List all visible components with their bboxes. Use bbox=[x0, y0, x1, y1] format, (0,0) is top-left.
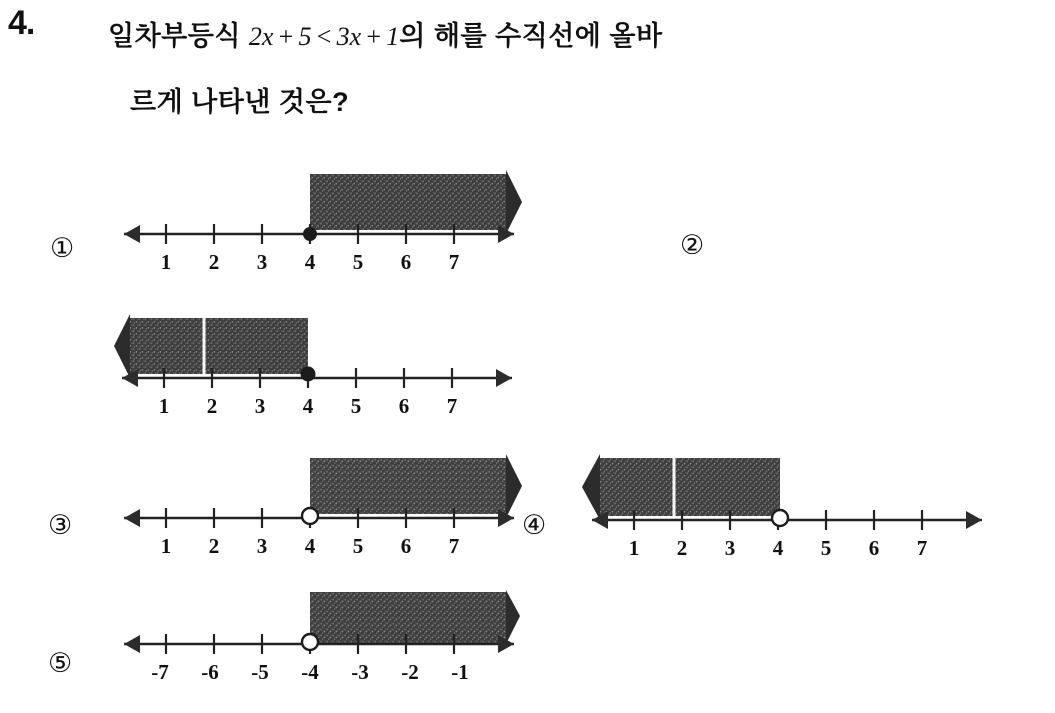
tick-label: 2 bbox=[208, 250, 220, 274]
numberline-choice-1 bbox=[110, 168, 530, 278]
question-number: 4. bbox=[8, 4, 35, 42]
tick-label: -3 bbox=[351, 660, 369, 684]
numberline-choice-2 bbox=[108, 312, 528, 422]
question-text-line2: 르게 나타낸 것은? bbox=[130, 87, 350, 117]
tick-label: 6 bbox=[400, 534, 412, 558]
tick-label: 7 bbox=[446, 394, 458, 418]
tick-label: -2 bbox=[401, 660, 419, 684]
tick-label: 6 bbox=[868, 536, 880, 560]
tick-label: 4 bbox=[772, 536, 784, 560]
tick-label: -7 bbox=[151, 660, 169, 684]
numberline-choice-3 bbox=[110, 452, 530, 562]
tick-label: 1 bbox=[158, 394, 170, 418]
choice-label-3[interactable]: ③ bbox=[48, 510, 73, 541]
tick-label: 6 bbox=[400, 250, 412, 274]
tick-label: 3 bbox=[724, 536, 736, 560]
tick-label: 1 bbox=[160, 534, 172, 558]
tick-label: 1 bbox=[160, 250, 172, 274]
tick-label: 5 bbox=[352, 250, 364, 274]
tick-label: 4 bbox=[302, 394, 314, 418]
tick-label: 2 bbox=[208, 534, 220, 558]
tick-label: 5 bbox=[352, 534, 364, 558]
question-text-line1 bbox=[108, 14, 663, 53]
numberline-choice-5 bbox=[110, 586, 530, 686]
tick-label: -1 bbox=[451, 660, 469, 684]
choice-label-5[interactable]: ⑤ bbox=[48, 648, 73, 679]
choice-label-4[interactable]: ④ bbox=[522, 510, 547, 541]
tick-label: 1 bbox=[628, 536, 640, 560]
tick-label: 5 bbox=[820, 536, 832, 560]
tick-label: -4 bbox=[301, 660, 319, 684]
question-text-suffix: 의 해를 수직선에 올바 bbox=[399, 21, 663, 51]
tick-label: 6 bbox=[398, 394, 410, 418]
tick-label: 7 bbox=[916, 536, 928, 560]
choice-label-1[interactable]: ① bbox=[50, 233, 75, 264]
tick-label: 7 bbox=[448, 534, 460, 558]
tick-label: 2 bbox=[206, 394, 218, 418]
tick-label: 5 bbox=[350, 394, 362, 418]
tick-label: 4 bbox=[304, 534, 316, 558]
tick-label: 3 bbox=[254, 394, 266, 418]
tick-label: -6 bbox=[201, 660, 219, 684]
choice-label-2[interactable]: ② bbox=[680, 230, 705, 261]
question-text-prefix: 일차부등식 bbox=[108, 21, 249, 51]
numberline-choice-4 bbox=[578, 448, 998, 558]
tick-label: 7 bbox=[448, 250, 460, 274]
inequality-expression: 2x + 5 < 3x + 1 bbox=[248, 22, 400, 51]
tick-label: 2 bbox=[676, 536, 688, 560]
tick-label: 3 bbox=[256, 250, 268, 274]
tick-label: 3 bbox=[256, 534, 268, 558]
tick-label: 4 bbox=[304, 250, 316, 274]
tick-label: -5 bbox=[251, 660, 269, 684]
